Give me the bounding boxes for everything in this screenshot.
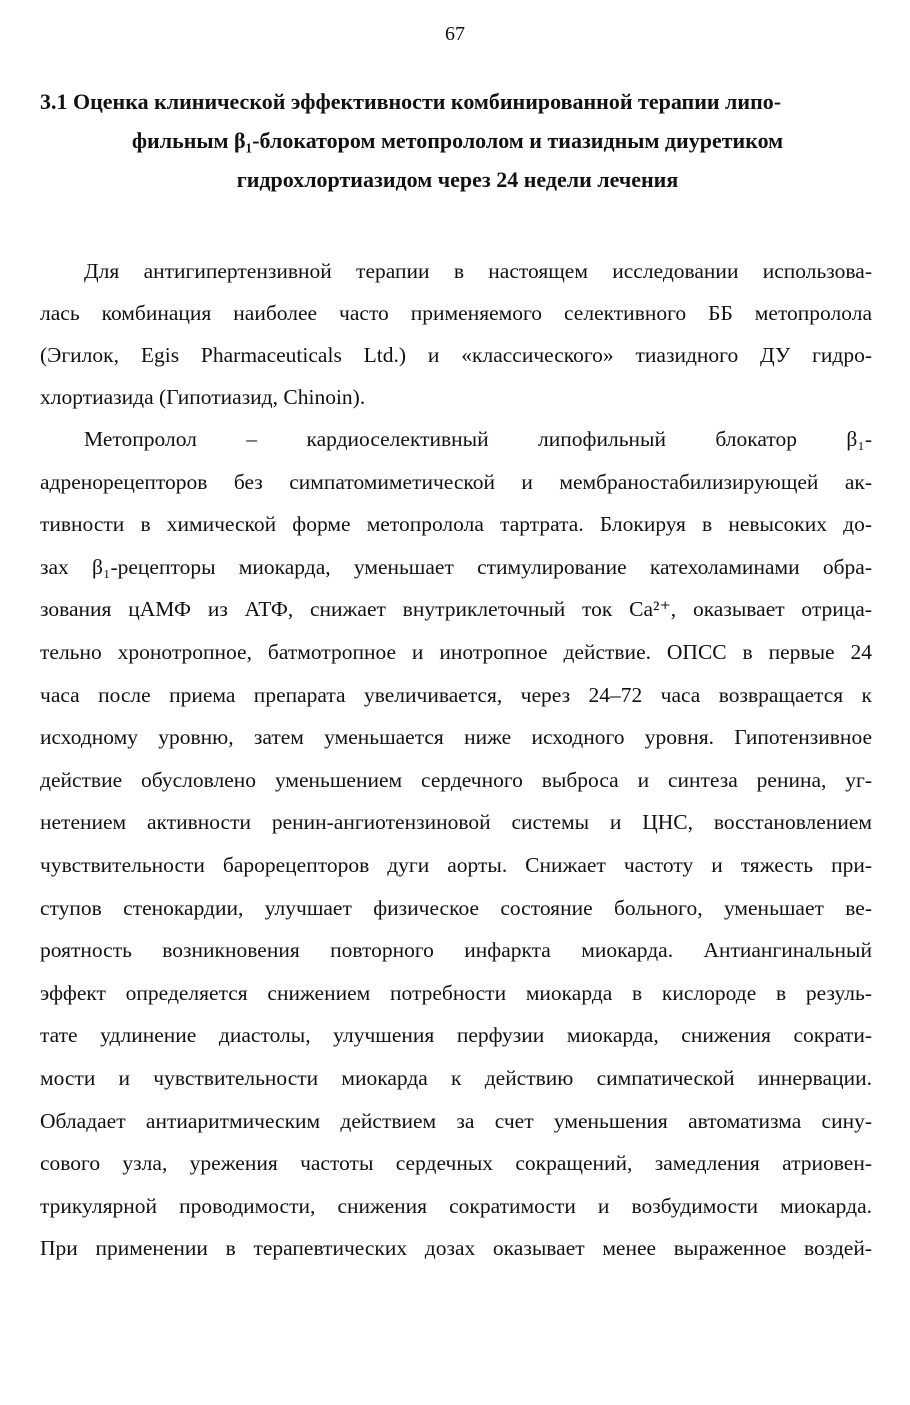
text-line: хлортиазида (Гипотиазид, Chinoin). — [40, 385, 366, 409]
text-line: Для антигипертензивной терапии в настоящем исследовании использова- — [84, 259, 872, 283]
text-line: лась комбинация наиболее часто применяемого селективного ББ метопролола — [40, 301, 872, 325]
text-line: тельно хронотропное, батмотропное и инотропное действие. ОПСС в первые 24 — [40, 639, 872, 664]
section-heading — [40, 82, 875, 199]
page-number: 67 — [445, 23, 465, 45]
text-line: сового узла, урежения частоты сердечных сокращений, замедления атриовен- — [40, 1151, 872, 1176]
text-line: При применении в терапевтических дозах оказывает менее выраженное воздей- — [40, 1236, 872, 1261]
text-line: тивности в химической форме метопролола тартрата. Блокируя в невысоких до- — [40, 512, 872, 537]
text-line: Метопролол – кардиоселективный липофильный блокатор β₁- — [84, 427, 872, 451]
text-line: чувствительности барорецепторов дуги аорты. Снижает частоту и тяжесть при- — [40, 852, 872, 877]
text-line: адренорецепторов без симпатомиметической и мембраностабилизирующей ак- — [40, 469, 872, 494]
text-line: зах β₁-рецепторы миокарда, уменьшает стимулирование катехоламинами обра- — [40, 554, 872, 579]
text-line: исходному уровню, затем уменьшается ниже исходного уровня. Гипотензивное — [40, 725, 872, 750]
text-line: эффект определяется снижением потребности миокарда в кислороде в резуль- — [40, 980, 872, 1005]
text-line: ступов стенокардии, улучшает физическое состояние больного, уменьшает ве- — [40, 895, 872, 920]
text-line: зования цАМФ из АТФ, снижает внутриклеточный ток Ca²⁺, оказывает отрица- — [40, 597, 872, 622]
text-line: тате удлинение диастолы, улучшения перфузии миокарда, снижения сократи- — [40, 1023, 872, 1048]
paragraph — [40, 418, 872, 1270]
text-line: роятность возникновения повторного инфаркта миокарда. Антиангинальный — [40, 938, 872, 963]
text-line: (Эгилок, Egis Pharmaceuticals Ltd.) и «классического» тиазидного ДУ гидро- — [40, 343, 872, 367]
paragraph — [40, 250, 872, 418]
heading-line: гидрохлортиазидом через 24 недели лечения — [236, 167, 679, 192]
heading-line: 3.1 Оценка клинической эффективности комбинированной терапии липо- — [40, 89, 782, 114]
text-line: трикулярной проводимости, снижения сократимости и возбудимости миокарда. — [40, 1193, 872, 1218]
text-line: мости и чувствительности миокарда к действию симпатической иннервации. — [40, 1065, 872, 1090]
body-text — [40, 250, 872, 1270]
text-line: нетением активности ренин-ангиотензиновой системы и ЦНС, восстановлением — [40, 810, 872, 835]
text-line: Обладает антиаритмическим действием за счет уменьшения автоматизма сину- — [40, 1108, 872, 1133]
text-line: действие обусловлено уменьшением сердечного выброса и синтеза ренина, уг- — [40, 767, 872, 792]
heading-line: фильным β₁-блокатором метопрололом и тиазидным диуретиком — [131, 128, 784, 153]
text-line: часа после приема препарата увеличивается, через 24–72 часа возвращается к — [40, 682, 872, 707]
